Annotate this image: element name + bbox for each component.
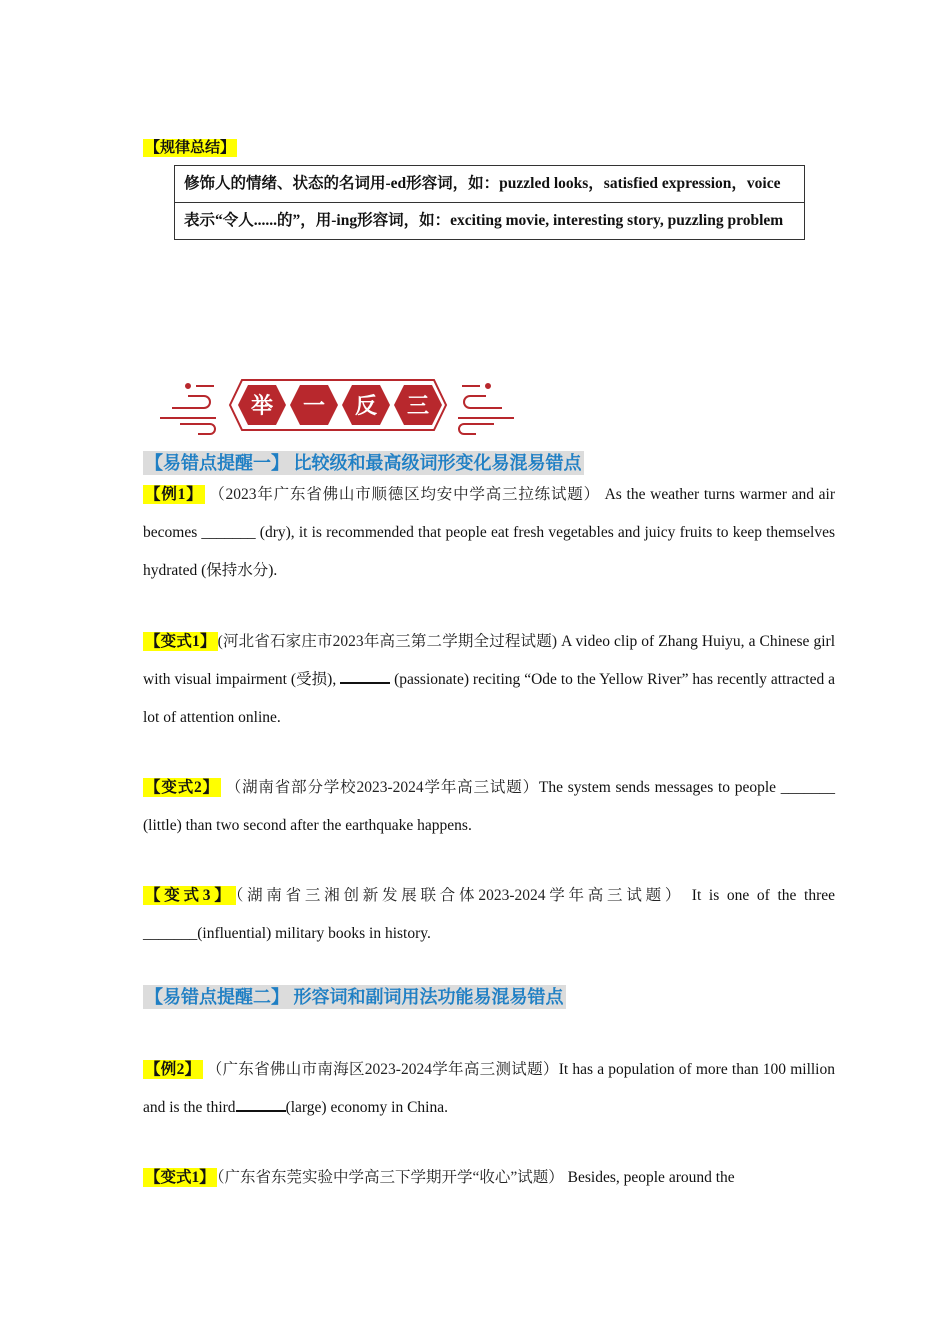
banner-char-1: 举 [250,394,274,419]
variant-1-3-tag: 【变式3】 [145,887,234,904]
summary-table [174,165,805,240]
answer-blank [340,666,390,684]
summary-label: 【规律总结】 [145,140,236,156]
variant-1-3 [143,877,835,953]
right-cloud-ornament [458,384,514,434]
variant-2-1-text: Besides, people around the [567,1169,735,1186]
variant-2-1-tag: 【变式1】 [145,1169,215,1186]
variant-1-3-source: （湖南省三湘创新发展联合体2023-2024学年高三试题） [235,887,685,904]
banner-graphic [158,372,518,438]
example-1-tag: 【例1】 [145,486,203,503]
left-cloud-ornament [160,384,216,434]
example-2-text-before: It has a population of more than 100 million and is the third [143,1061,835,1116]
example-1-source: （2023年广东省佛山市顺德区均安中学高三拉练试题） [209,486,600,503]
variant-1-2-text: The system sends messages to people _______ (little) than two second after the earthquake happens. [143,779,836,834]
example-1-text: As the weather turns warmer and air becomes _______ (dry), it is recommended that people eat fresh vegetables and juicy fruits to keep themselves hydrated (保持水分). [143,486,835,579]
example-2-tag: 【例2】 [145,1061,201,1078]
variant-2-1 [143,1159,835,1197]
example-1 [143,476,835,590]
variant-1-1-tag: 【变式1】 [145,633,216,650]
banner-char-4: 三 [406,394,430,419]
table-row [175,166,805,203]
banner-char-2: 一 [302,394,326,419]
section-2-title: 【易错点提醒二】 形容词和副词用法功能易混易错点 [145,987,564,1007]
example-2-source: （广东省佛山市南海区2023-2024学年高三测试题） [206,1061,559,1078]
variant-1-1-text-after: (passionate) reciting “Ode to the Yellow River” has recently attracted a lot of attention online. [143,671,836,726]
banner-char-3: 反 [354,394,378,419]
answer-blank [236,1094,286,1112]
rule-ing-adjective: 表示“令人......的”，用-ing形容词，如：exciting movie, interesting story, puzzling problem [175,203,805,240]
rule-ed-adjective: 修饰人的情绪、状态的名词用-ed形容词，如：puzzled looks，satisfied expression，voice [175,166,805,203]
variant-1-3-text: It is one of the three _______(influential) military books in history. [143,887,836,942]
table-row [175,203,805,240]
variant-1-1 [143,623,835,737]
variant-1-1-source: (河北省石家庄市2023年高三第二学期全过程试题) [217,633,558,650]
section-1-title: 【易错点提醒一】 比较级和最高级词形变化易混易错点 [145,453,582,473]
variant-1-2-source: （湖南省部分学校2023-2024学年高三试题） [225,779,539,796]
variant-1-2 [143,769,835,845]
example-2 [143,1051,835,1127]
variant-1-1-text-before: A video clip of Zhang Huiyu, a Chinese girl with visual impairment (受损), [143,633,836,688]
variant-1-2-tag: 【变式2】 [145,779,219,796]
example-2-text-after: (large) economy in China. [285,1099,448,1116]
variant-2-1-source: （广东省东莞实验中学高三下学期开学“收心”试题） [216,1169,564,1186]
